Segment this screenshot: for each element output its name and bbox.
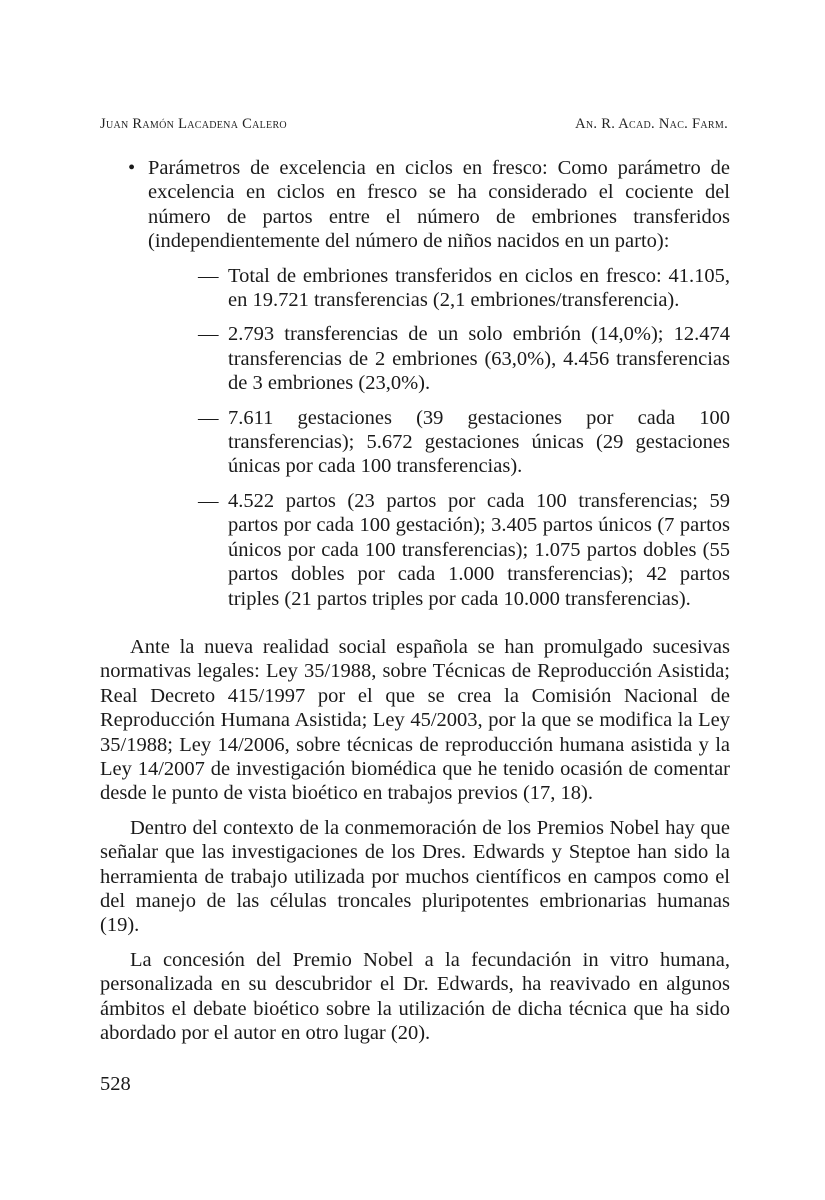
dash-symbol: —: [198, 323, 219, 346]
body-text: [100, 156, 730, 1055]
dash-symbol: —: [198, 406, 219, 429]
bullet-item-parametros: [100, 156, 730, 611]
dash-symbol: —: [198, 489, 219, 512]
dash-item-text: 7.611 gestaciones (39 gestaciones por cada 100 transferencias); 5.672 gestaciones únicas (29 gestaciones únicas por cada 100 transferencias).: [228, 406, 730, 478]
paragraph-premios-nobel: Dentro del contexto de la conmemoración de los Premios Nobel hay que señalar que las investigaciones de los Dres. Edwards y Steptoe han sido la herramienta de trabajo utilizada por muchos científicos en campos como el del manejo de las células troncales pluripotentes embrionarias humanas (19).: [100, 816, 730, 937]
paragraph-concesion: La concesión del Premio Nobel a la fecundación in vitro humana, personalizada en su descubridor el Dr. Edwards, ha reavivado en algunos ámbitos el debate bioético sobre la utilización de dicha técnica que ha sido abordado por el autor en otro lugar (20).: [100, 948, 730, 1044]
page-number: 528: [100, 1073, 131, 1095]
dash-item-text: 4.522 partos (23 partos por cada 100 transferencias; 59 partos por cada 100 gestación); 3.405 partos únicos (7 partos únicos por cada 100 transferencias); 1.075 partos dobles (55 partos dobles por cada 1.000 transferencias); 42 partos triples (21 partos triples por cada 10.000 transferencias).: [228, 489, 730, 610]
dash-symbol: —: [198, 264, 219, 287]
bullet-text: Parámetros de excelencia en ciclos en fresco: Como parámetro de excelencia en ciclos en fresco se ha considerado el cociente del número de partos entre el número de embriones transferidos (independientemente del número de niños nacidos en un parto):: [148, 157, 730, 253]
dash-item-text: Total de embriones transferidos en ciclos en fresco: 41.105, en 19.721 transferencias (2,1 embriones/transferencia).: [228, 264, 730, 312]
dash-item-transferencias: [148, 322, 730, 395]
paragraph-normativas: Ante la nueva realidad social española se han promulgado sucesivas normativas legales: Ley 35/1988, sobre Técnicas de Reproducción Asistida; Real Decreto 415/1997 por el que se crea la Comisión Nacional de Reproducción Humana Asistida; Ley 45/2003, por la que se modifica la Ley 35/1988; Ley 14/2006, sobre técnicas de reproducción humana asistida y la Ley 14/2007 de investigación biomédica que he tenido ocasión de comentar desde le punto de vista bioético en trabajos previos (17, 18).: [100, 635, 730, 805]
dash-list: [148, 264, 730, 611]
dash-item-text: 2.793 transferencias de un solo embrión (14,0%); 12.474 transferencias de 2 embriones (63,0%), 4.456 transferencias de 3 embriones (23,0%).: [228, 323, 730, 395]
dash-item-gestaciones: [148, 406, 730, 479]
dash-item-partos: [148, 489, 730, 611]
dash-item-embriones: [148, 264, 730, 313]
running-header: [100, 116, 728, 136]
header-journal: An. R. Acad. Nac. Farm.: [575, 116, 728, 132]
header-author: Juan Ramón Lacadena Calero: [100, 116, 287, 132]
bullet-symbol: •: [128, 157, 136, 179]
